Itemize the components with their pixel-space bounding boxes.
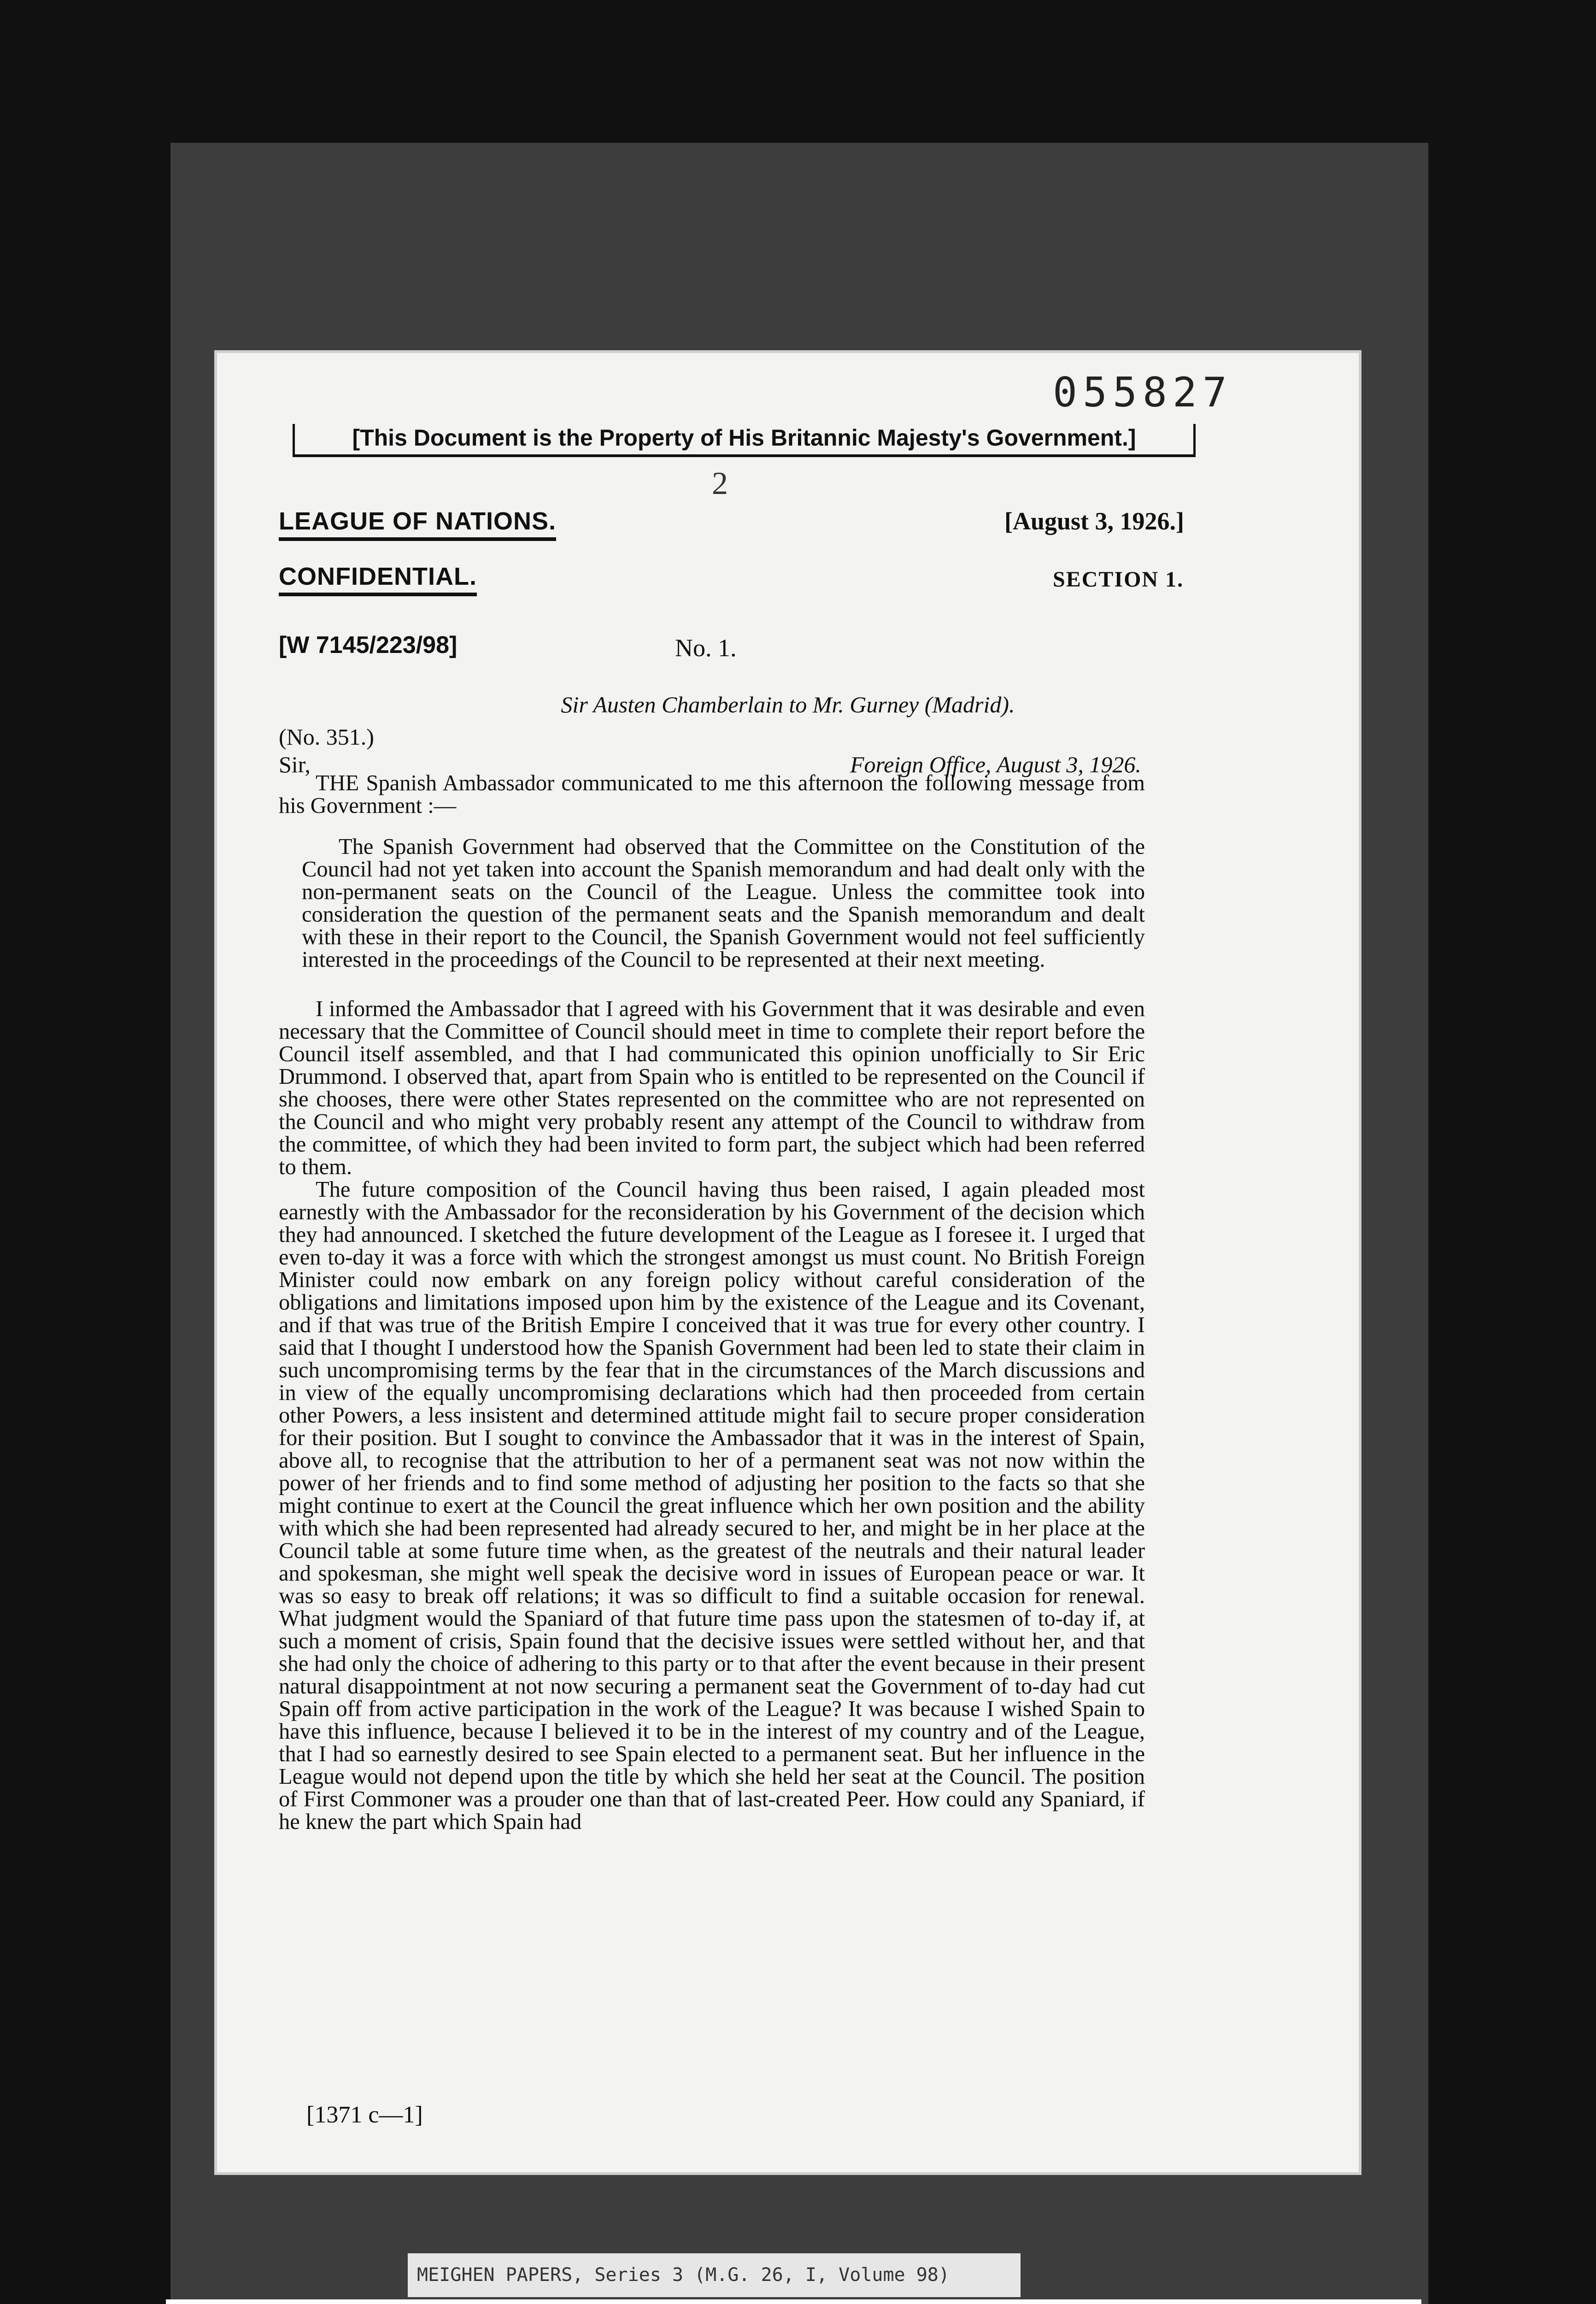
serial-number: 055827	[1053, 369, 1232, 416]
dispatch-number: (No. 351.)	[279, 724, 374, 750]
archives-stamp	[166, 2299, 1421, 2304]
quoted-message: The Spanish Government had observed that the Committee on the Constitution of the Council had not yet taken into account the Spanish memorandum and had dealt only with the non-permanent seats on the Council of the League. Unless the committee took into consideration the question of the permanent seats and the Spanish memorandum and dealt with these in their report to the Council, the Spanish Government would not feel sufficiently interested in the proceedings of the Council to be represented at their next meeting.	[302, 835, 1145, 972]
reference-number: [W 7145/223/98]	[279, 632, 458, 658]
header-confidential: CONFIDENTIAL.	[279, 562, 477, 596]
header-section: SECTION 1.	[1053, 567, 1184, 592]
body-paragraph-2: The future composition of the Council having thus been raised, I again pleaded most earnestly with the Ambassador for the reconsideration by his Government of the decision which they had announced. I sketched the future development of the League as I foresee it. I urged that even to-day it was a force with which the strongest amongst us must count. No British Foreign Minister could now embark on any foreign policy without careful consideration of the obligations and limitations imposed upon him by the existence of the League and its Covenant, and if that was true of the British Empire I conceived that it was true for every other country. I said that I thought I understood how the Spanish Government had been led to state their claim in such uncompromising terms by the fear that in the circumstances of the March discussions and in view of the equally uncompromising declarations which had then proceeded from certain other Powers, a less insistent and determined attitude might fail to secure proper consideration for their position. But I sought to convince the Ambassador that it was in the interest of Spain, above all, to recognise that the attribution to her of a permanent seat was not now within the power of her friends and to find some method of adjusting her position to the facts so that she might continue to exert at the Council the great influence which her own position and the ability with which she had been represented had already secured to her, and might be in her place at the Council table at some future time when, as the greatest of the neutrals and their natural leader and spokesman, she might well speak the decisive word in issues of European peace or war. It was so easy to break off relations; it was so difficult to find a suitable occasion for renewal. What judgment would the Spaniard of that future time pass upon the statesmen of to-day if, at such a moment of crisis, Spain found that the decisive issues were settled without her, and that she had only the choice of adhering to this party or to that after the event because in their present natural disappointment at not now securing a permanent seat the Government of to-day had cut Spain off from active participation in the work of the League? It was because I wished Spain to have this influence, because I believed it to be in the interest of my country and of the League, that I had so earnestly desired to see Spain elected to a permanent seat. But her influence in the League would not depend upon the title by which she held her seat at the Council. The position of First Commoner was a prouder one than that of last-created Peer. How could any Spaniard, if he knew the part which Spain had	[279, 1177, 1145, 1834]
document-number: No. 1.	[675, 634, 737, 662]
body-paragraph-1: I informed the Ambassador that I agreed with his Government that it was desirable and even necessary that the Committee of Council should meet in time to complete their report before the Council itself assembled, and that I had communicated this opinion unofficially to Sir Eric Drummond. I observed that, apart from Spain who is entitled to be represented on the Council if she chooses, there were other States represented on the committee who are not represented on the Council and who might very probably resent any attempt of the Council to withdraw from the committee, of which they had been invited to form part, the subject which had been referred to them.	[279, 997, 1145, 1179]
document-title: Sir Austen Chamberlain to Mr. Gurney (Madrid).	[561, 692, 1015, 717]
footer-code: [1371 c—1]	[306, 2102, 423, 2128]
document-page	[214, 350, 1361, 2175]
property-notice: [This Document is the Property of His Britannic Majesty's Government.]	[293, 424, 1196, 457]
header-league-of-nations: LEAGUE OF NATIONS.	[279, 507, 556, 541]
archive-label: MEIGHEN PAPERS, Series 3 (M.G. 26, I, Volume 98)	[408, 2253, 1021, 2297]
intro-paragraph: THE Spanish Ambassador communicated to me this afternoon the following message from his Government :—	[279, 771, 1145, 818]
salutation: Sir,	[279, 752, 311, 777]
header-date: [August 3, 1926.]	[1004, 507, 1185, 535]
letter-body	[279, 772, 1145, 1833]
place-date: Foreign Office, August 3, 1926.	[850, 752, 1141, 777]
handwritten-mark: 2	[712, 466, 728, 501]
